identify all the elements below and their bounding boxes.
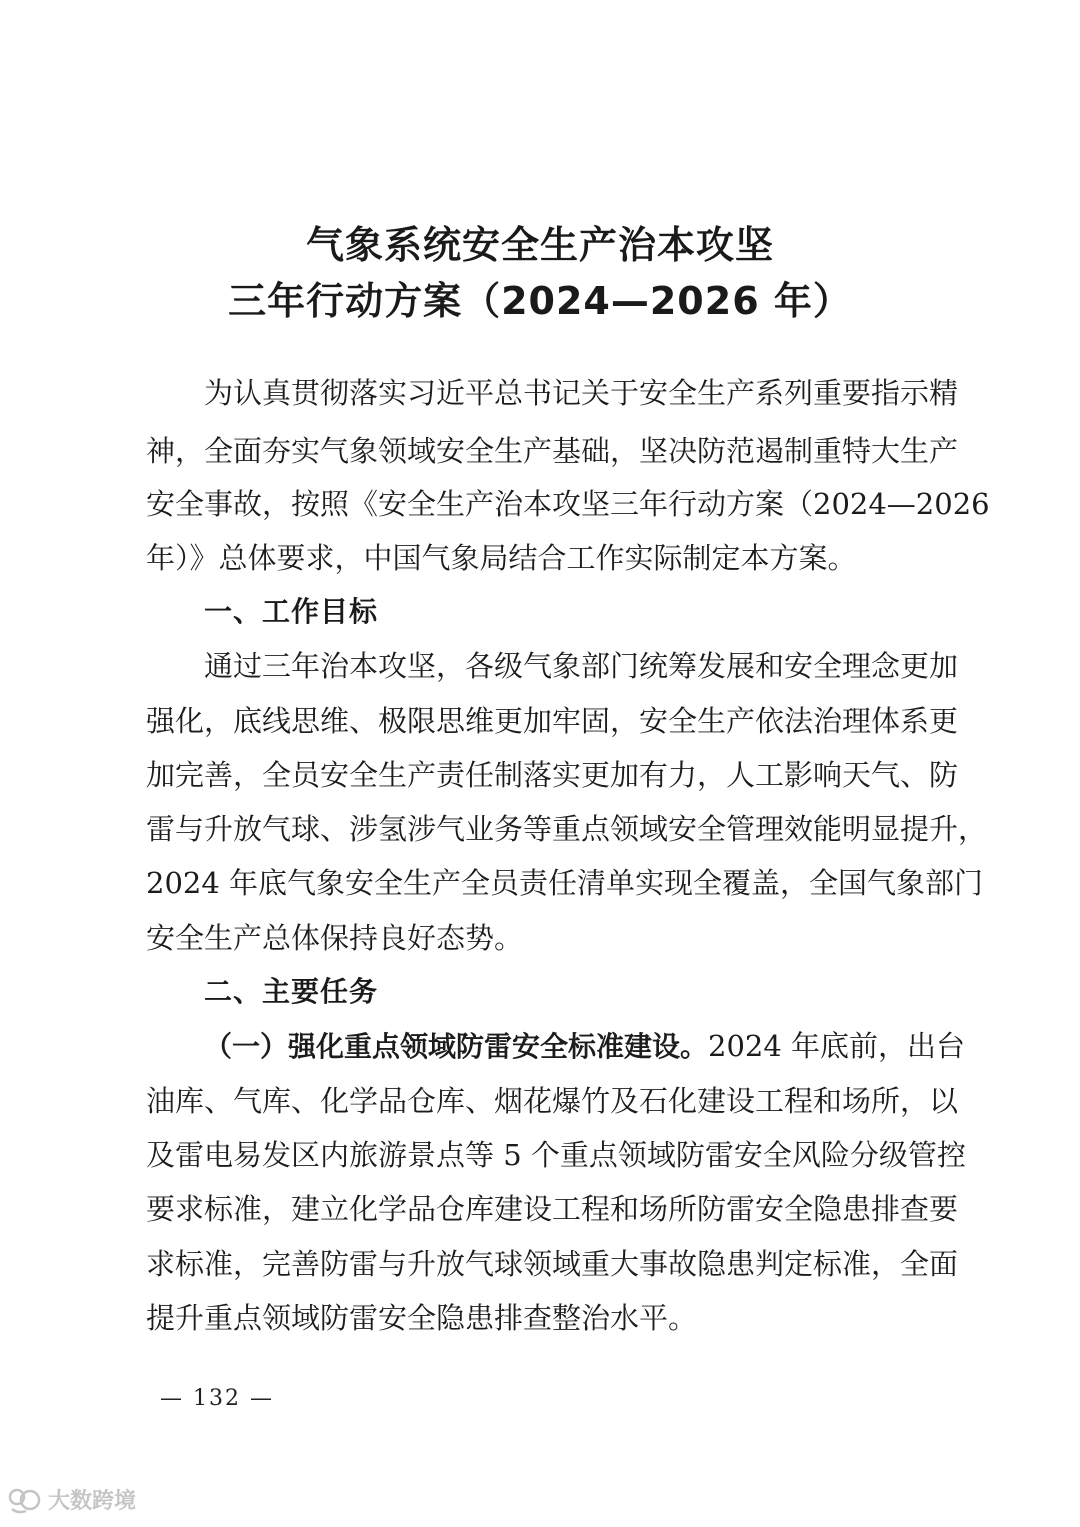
section-heading-goals: 一、工作目标 bbox=[204, 595, 379, 628]
task-1-line-6: 提升重点领域防雷安全隐患排查整治水平。 bbox=[146, 1301, 698, 1335]
page-number: — 132 — bbox=[160, 1386, 274, 1411]
goals-line-6: 安全生产总体保持良好态势。 bbox=[146, 921, 524, 955]
goals-line-1: 通过三年治本攻坚，各级气象部门统筹发展和安全理念更加 bbox=[204, 649, 959, 683]
goals-line-3: 加完善，全员安全生产责任制落实更加有力，人工影响天气、防 bbox=[146, 758, 959, 792]
task-1-first-rest: 2024 年底前，出台 bbox=[708, 1029, 966, 1063]
document-title-line-1: 气象系统安全生产治本攻坚 bbox=[305, 223, 774, 267]
goals-line-4: 雷与升放气球、涉氢涉气业务等重点领域安全管理效能明显提升， bbox=[146, 812, 988, 846]
task-1-line-2: 油库、气库、化学品仓库、烟花爆竹及石化建设工程和场所，以 bbox=[146, 1084, 959, 1118]
goals-line-2: 强化，底线思维、极限思维更加牢固，安全生产依法治理体系更 bbox=[146, 704, 959, 738]
document-title-line-2: 三年行动方案（2024—2026 年） bbox=[228, 279, 852, 323]
task-1-line-3: 及雷电易发区内旅游景点等 5 个重点领域防雷安全风险分级管控 bbox=[146, 1138, 966, 1172]
intro-line-3: 安全事故，按照《安全生产治本攻坚三年行动方案（2024—2026 bbox=[146, 487, 990, 521]
section-heading-tasks: 二、主要任务 bbox=[204, 975, 379, 1008]
watermark-logo-icon bbox=[8, 1485, 42, 1515]
watermark bbox=[8, 1484, 136, 1515]
task-1-line-4: 要求标准，建立化学品仓库建设工程和场所防雷安全隐患排查要 bbox=[146, 1192, 959, 1226]
watermark-text: 大数跨境 bbox=[48, 1489, 137, 1514]
intro-line-2: 神，全面夯实气象领域安全生产基础，坚决防范遏制重特大生产 bbox=[146, 434, 959, 468]
task-1-lead: （一）强化重点领域防雷安全标准建设。 bbox=[204, 1030, 709, 1063]
intro-line-1: 为认真贯彻落实习近平总书记关于安全生产系列重要指示精 bbox=[204, 376, 959, 410]
task-1-line-5: 求标准，完善防雷与升放气球领域重大事故隐患判定标准，全面 bbox=[146, 1247, 959, 1281]
task-1-line-1 bbox=[204, 1029, 966, 1063]
goals-line-5: 2024 年底气象安全生产全员责任清单实现全覆盖，全国气象部门 bbox=[146, 866, 984, 900]
intro-line-4: 年）》总体要求，中国气象局结合工作实际制定本方案。 bbox=[146, 541, 857, 575]
